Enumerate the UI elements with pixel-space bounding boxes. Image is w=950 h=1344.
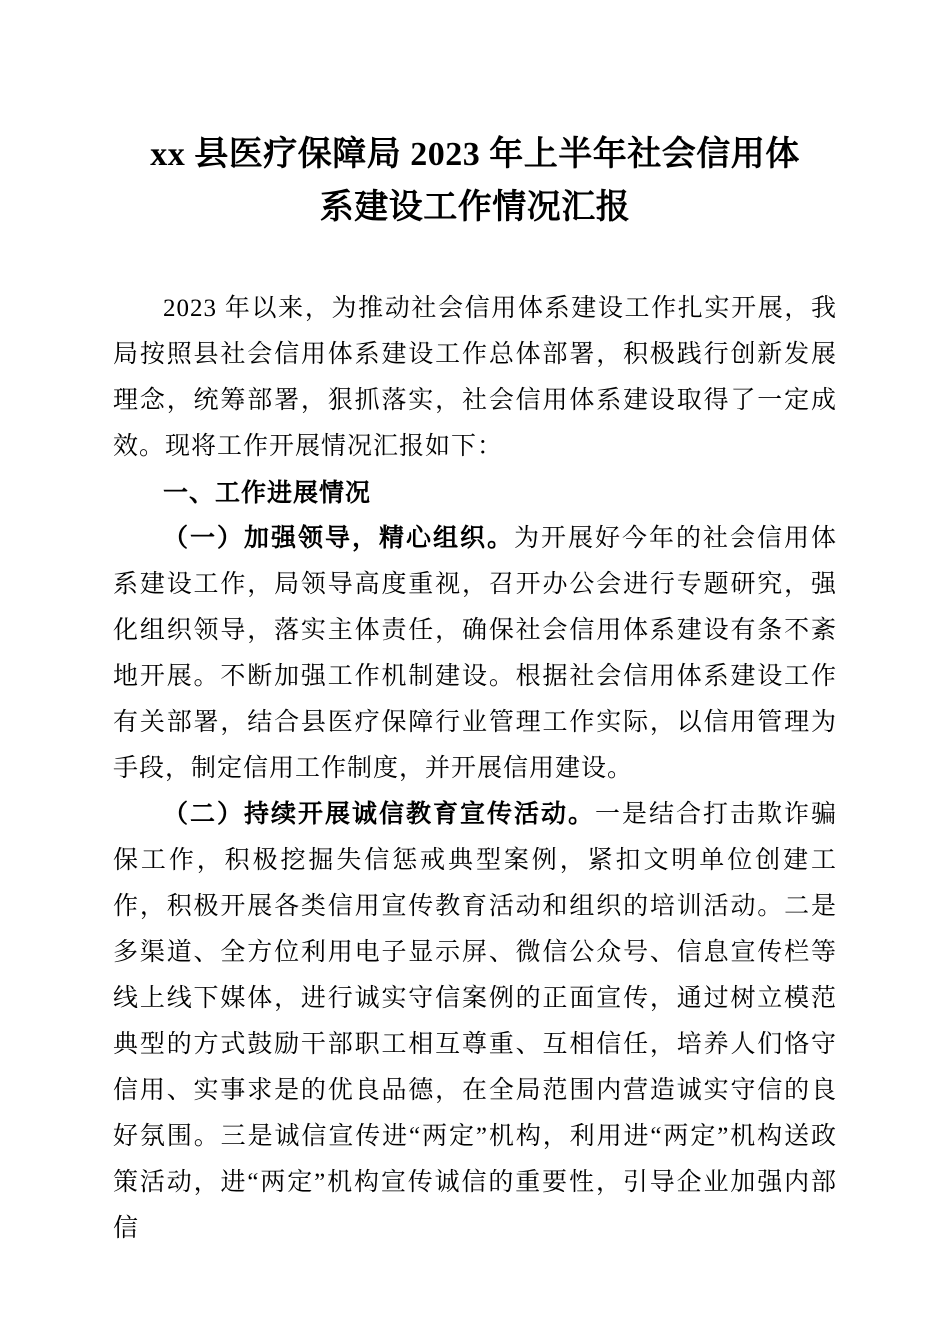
paragraph-subsection-2-lead: （二）持续开展诚信教育宣传活动。 <box>163 801 595 828</box>
paragraph-subsection-1-text: 为开展好今年的社会信用体系建设工作，局领导高度重视，召开办公会进行专题研究，强化组织领导，落实主体责任，确保社会信用体系建设有条不紊地开展。不断加强工作机制建设。根据社会信用体系建设工作有关部署，结合县医疗保障行业管理工作实际，以信用管理为手段，制定信用工作制度，并开展信用建设。 <box>113 525 837 782</box>
document-title: xx 县医疗保障局 2023 年上半年社会信用体系建设工作情况汇报 <box>150 136 800 226</box>
paragraph-subsection-1 <box>113 516 837 792</box>
document-body <box>113 286 837 1252</box>
paragraph-subsection-2-text: 一是结合打击欺诈骗保工作，积极挖掘失信惩戒典型案例，紧扣文明单位创建工作，积极开展各类信用宣传教育活动和组织的培训活动。二是多渠道、全方位利用电子显示屏、微信公众号、信息宣传栏等线上线下媒体，进行诚实守信案例的正面宣传，通过树立模范典型的方式鼓励干部职工相互尊重、互相信任，培养人们恪守信用、实事求是的优良品德，在全局范围内营造诚实守信的良好氛围。三是诚信宣传进“两定”机构，利用进“两定”机构送政策活动，进“两定”机构宣传诚信的重要性，引导企业加强内部信 <box>113 801 837 1242</box>
section-heading-work-progress: 一、工作进展情况 <box>163 479 372 507</box>
intro-paragraph <box>113 286 837 470</box>
paragraph-subsection-1-lead: （一）加强领导，精心组织。 <box>163 525 514 552</box>
paragraph-subsection-2 <box>113 792 837 1252</box>
intro-paragraph-text: 2023 年以来，为推动社会信用体系建设工作扎实开展，我局按照县社会信用体系建设工作总体部署，积极践行创新发展理念，统筹部署，狠抓落实，社会信用体系建设取得了一定成效。现将工作开展情况汇报如下： <box>113 295 837 460</box>
